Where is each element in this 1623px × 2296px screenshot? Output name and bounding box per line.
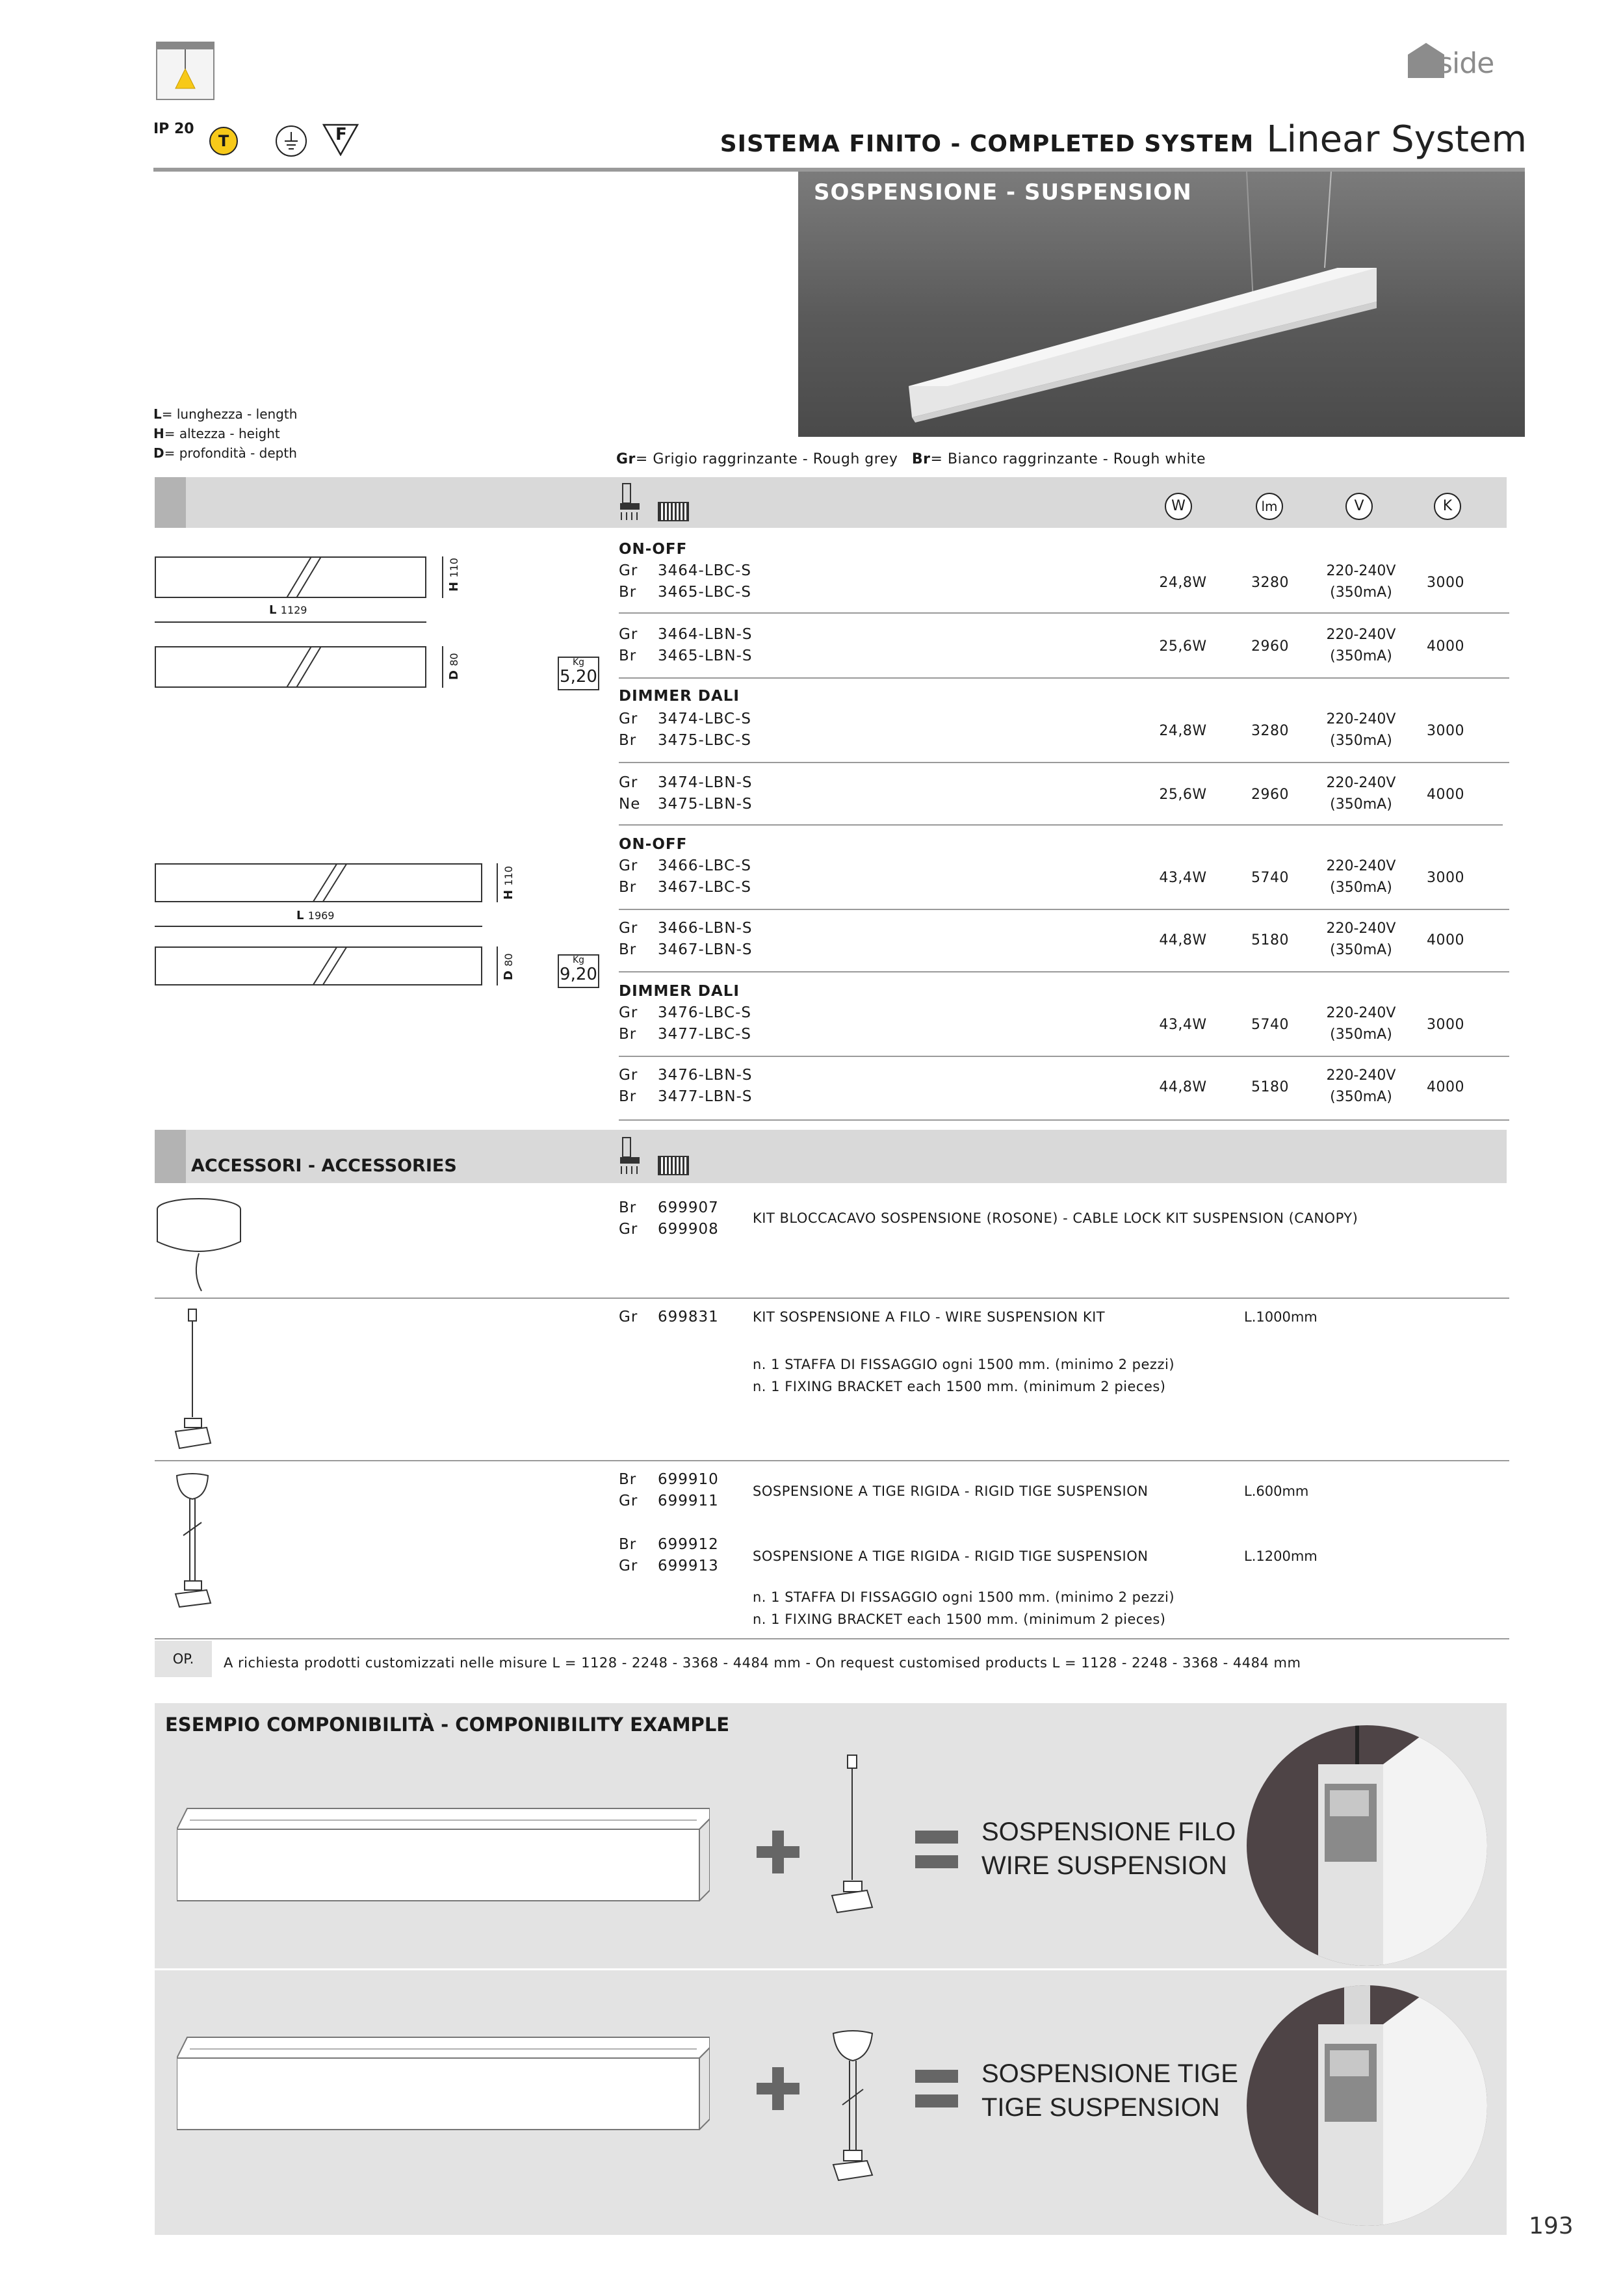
accessory-length: L.1000mm [1244, 1309, 1318, 1325]
page-title-bold: SISTEMA FINITO - COMPLETED SYSTEM [720, 131, 1254, 157]
accessory-row: Br 699912 Gr 699913 [619, 1536, 719, 1574]
kelvin-value: 3000 [1427, 870, 1464, 886]
page-number: 193 [1529, 2213, 1574, 2239]
accessory-note: n. 1 STAFFA DI FISSAGGIO ogni 1500 mm. (minimo 2 pezzi) n. 1 FIXING BRACKET each 1500 mm. (minimum 2 pieces) [753, 1589, 1175, 1627]
watt-value: 43,4W [1159, 870, 1207, 886]
kelvin-value: 3000 [1427, 723, 1464, 739]
kelvin-value: 3000 [1427, 575, 1464, 591]
table-row: Gr 3466-LBC-S Br 3467-LBC-S [619, 857, 751, 896]
table-row: Gr 3474-LBC-S Br 3475-LBC-S [619, 711, 751, 749]
table-row: Gr 3464-LBN-S Br 3465-LBN-S [619, 626, 753, 664]
lumen-value: 5180 [1251, 932, 1289, 948]
row-divider [619, 909, 1509, 910]
profile-drawing [177, 2035, 710, 2132]
rigid-tige-drawing [827, 2027, 879, 2183]
accessory-description: SOSPENSIONE A TIGE RIGIDA - RIGID TIGE SUSPENSION [753, 1548, 1149, 1564]
weight-badge: Kg 5,20 [558, 657, 599, 690]
kelvin-value: 4000 [1427, 638, 1464, 655]
column-lumen: lm [1256, 493, 1283, 520]
legend-depth: D= profondità - depth [153, 445, 297, 461]
volt-value: 220-240V (350mA) [1326, 1005, 1396, 1043]
dimension-line-height [442, 556, 443, 598]
accessory-row: Br 699907 Gr 699908 [619, 1199, 719, 1238]
op-text: A richiesta prodotti customizzati nelle misure L = 1128 - 2248 - 3368 - 4484 mm - On request customised products L = 1128 - 2248 - 3368 - 4484 mm [224, 1655, 1301, 1671]
dimension-line-height [497, 863, 498, 902]
watt-value: 44,8W [1159, 932, 1207, 948]
equals-icon [915, 2070, 958, 2107]
t-class-icon [209, 127, 238, 155]
wire-kit-drawing [170, 1307, 216, 1456]
wire-kit-drawing [827, 1753, 879, 1922]
profile-drawing [177, 1806, 710, 1903]
table-row: Gr 3476-LBN-S Br 3477-LBN-S [619, 1067, 753, 1105]
watt-value: 44,8W [1159, 1079, 1207, 1095]
row-divider [619, 677, 1509, 679]
volt-value: 220-240V (350mA) [1326, 775, 1396, 813]
row-divider [155, 1460, 1509, 1461]
profile-closeup-photo [1247, 1725, 1487, 1966]
table-row: Gr 3464-LBC-S Br 3465-LBC-S [619, 562, 751, 601]
accessory-length: L.1200mm [1244, 1548, 1318, 1564]
dimension-height: H 110 [502, 866, 515, 900]
plus-icon [757, 1831, 799, 1873]
lumen-value: 3280 [1251, 575, 1289, 591]
table-row: Gr 3474-LBN-S Ne 3475-LBN-S [619, 774, 753, 813]
dimension-depth: D 80 [447, 653, 461, 680]
f-mark-label: F [335, 125, 347, 144]
table-header-bar [155, 477, 1507, 528]
ip-rating: IP 20 [153, 121, 194, 137]
finish-legend: Gr= Grigio raggrinzante - Rough grey Br= Bianco raggrinzante - Rough white [616, 451, 1206, 467]
dimension-legend [153, 404, 297, 463]
table-row: Gr 3466-LBN-S Br 3467-LBN-S [619, 920, 753, 958]
group-title: ON-OFF [619, 836, 688, 853]
lumen-value: 5180 [1251, 1079, 1289, 1095]
accessory-row: Gr 699831 [619, 1309, 719, 1325]
lumen-value: 2960 [1251, 787, 1289, 803]
dimension-line-depth [497, 946, 498, 985]
product-photo-label: SOSPENSIONE - SUSPENSION [814, 179, 1192, 205]
earth-ground-icon [276, 125, 307, 157]
legend-height: H= altezza - height [153, 426, 280, 441]
weight-badge: Kg 9,20 [558, 954, 599, 988]
dimension-length: L 1969 [296, 909, 335, 922]
lumen-value: 5740 [1251, 870, 1289, 886]
op-label: OP. [155, 1641, 212, 1677]
lamp-drawing-front [155, 556, 426, 598]
watt-value: 24,8W [1159, 723, 1207, 739]
volt-value: 220-240V (350mA) [1326, 563, 1396, 601]
table-row: Gr 3476-LBC-S Br 3477-LBC-S [619, 1004, 751, 1043]
dimension-depth: D 80 [502, 953, 515, 980]
example-divider [155, 1968, 1507, 1970]
barcode-icon [658, 502, 689, 521]
row-divider [619, 971, 1509, 972]
lamp-icon [619, 1136, 641, 1177]
lamp-icon [619, 482, 641, 523]
accessory-length: L.600mm [1244, 1483, 1309, 1499]
ceiling-lamp-icon [156, 42, 214, 100]
lumen-value: 3280 [1251, 723, 1289, 739]
dimension-height: H 110 [447, 558, 461, 592]
barcode-icon [658, 1156, 689, 1175]
kelvin-value: 4000 [1427, 932, 1464, 948]
dimension-line-depth [442, 646, 443, 688]
canopy-drawing [155, 1196, 246, 1294]
rigid-tige-drawing [170, 1470, 216, 1608]
example-tige-label: SOSPENSIONE TIGE TIGE SUSPENSION [981, 2059, 1238, 2122]
lumen-value: 2960 [1251, 638, 1289, 655]
kelvin-value: 4000 [1427, 1079, 1464, 1095]
lamp-drawing-front [155, 863, 482, 902]
group-title: ON-OFF [619, 541, 688, 558]
dimension-line-length [155, 926, 482, 927]
kelvin-value: 3000 [1427, 1017, 1464, 1033]
product-photo [798, 172, 1525, 437]
accessory-description: KIT BLOCCACAVO SOSPENSIONE (ROSONE) - CABLE LOCK KIT SUSPENSION (CANOPY) [753, 1210, 1358, 1226]
volt-value: 220-240V (350mA) [1326, 627, 1396, 664]
equals-icon [915, 1831, 958, 1868]
dimension-line-length [155, 621, 426, 623]
column-volt: V [1345, 493, 1373, 520]
group-title: DIMMER DALI [619, 983, 740, 1000]
volt-value: 220-240V (350mA) [1326, 1067, 1396, 1105]
page-title-light: Linear System [1266, 118, 1527, 161]
accessory-description: SOSPENSIONE A TIGE RIGIDA - RIGID TIGE SUSPENSION [753, 1483, 1149, 1499]
accessories-title: ACCESSORI - ACCESSORIES [191, 1156, 457, 1176]
column-watt: W [1165, 493, 1192, 520]
watt-value: 43,4W [1159, 1017, 1207, 1033]
example-title: ESEMPIO COMPONIBILITÀ - COMPONIBILITY EXAMPLE [165, 1714, 730, 1736]
plus-icon [757, 2067, 799, 2110]
dimension-length: L 1129 [269, 603, 307, 617]
lumen-value: 5740 [1251, 1017, 1289, 1033]
brand-logo-text: inside [1413, 47, 1494, 80]
example-wire-label: SOSPENSIONE FILO WIRE SUSPENSION [981, 1818, 1236, 1880]
page-title [720, 118, 1527, 161]
row-divider [619, 762, 1509, 763]
row-divider [619, 824, 1503, 826]
row-divider [619, 612, 1509, 614]
volt-value: 220-240V (350mA) [1326, 711, 1396, 749]
group-title: DIMMER DALI [619, 688, 740, 705]
t-class-label: T [218, 132, 229, 150]
lamp-drawing-top [155, 646, 426, 688]
row-divider [619, 1119, 1509, 1121]
accessory-description: KIT SOSPENSIONE A FILO - WIRE SUSPENSION KIT [753, 1309, 1106, 1325]
legend-length: L= lunghezza - length [153, 406, 298, 422]
profile-closeup-photo [1247, 1985, 1487, 2226]
watt-value: 25,6W [1159, 638, 1207, 655]
watt-value: 25,6W [1159, 787, 1207, 803]
row-divider [619, 1056, 1509, 1057]
watt-value: 24,8W [1159, 575, 1207, 591]
f-mark-icon [322, 124, 359, 156]
row-divider [155, 1638, 1509, 1639]
accessory-note: n. 1 STAFFA DI FISSAGGIO ogni 1500 mm. (minimo 2 pezzi) n. 1 FIXING BRACKET each 1500 mm. (minimum 2 pieces) [753, 1357, 1175, 1394]
lamp-drawing-top [155, 946, 482, 985]
kelvin-value: 4000 [1427, 787, 1464, 803]
volt-value: 220-240V (350mA) [1326, 920, 1396, 958]
column-kelvin: K [1434, 493, 1461, 520]
row-divider [155, 1298, 1509, 1299]
accessories-header-bar [155, 1130, 1507, 1183]
volt-value: 220-240V (350mA) [1326, 858, 1396, 896]
accessory-row: Br 699910 Gr 699911 [619, 1471, 719, 1509]
